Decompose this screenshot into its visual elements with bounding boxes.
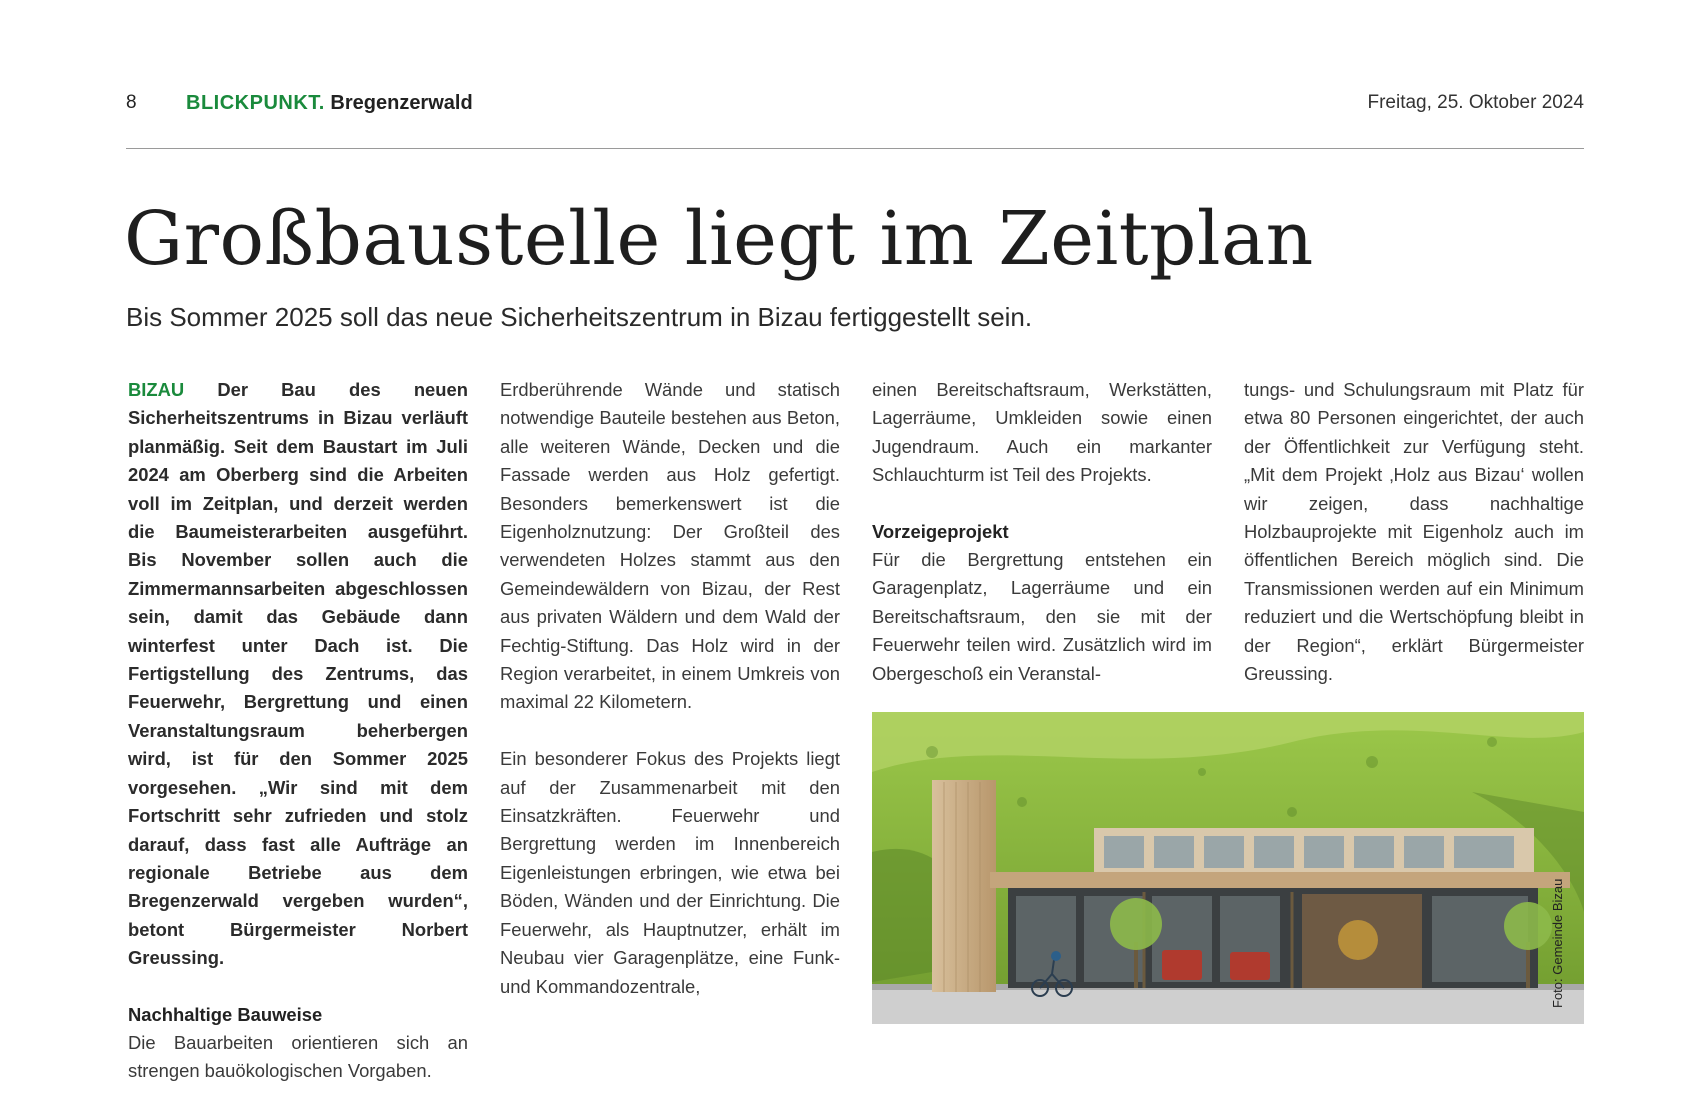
article-column-1 xyxy=(128,376,468,1086)
body-paragraph: Die Bauarbeiten orientieren sich an strengen bauökologischen Vorgaben. xyxy=(128,1031,468,1082)
subhead-showcase: Vorzeigeprojekt xyxy=(872,520,1009,542)
article-column-2 xyxy=(500,376,840,1001)
body-paragraph: Für die Bergrettung entstehen ein Garagenplatz, Lagerräume und ein Bereitschaftsraum, den sie mit der Feuerwehr teilen wird. Zusätzlich wird im Obergeschoß ein Veranstal- xyxy=(872,549,1212,684)
page-header xyxy=(126,92,1584,118)
roof-edge xyxy=(990,872,1570,888)
brand-name: BLICKPUNKT. xyxy=(186,92,325,114)
subhead-sustainable: Nachhaltige Bauweise xyxy=(128,1003,323,1025)
body-paragraph: einen Bereitschaftsraum, Werkstätten, Lagerräume, Umkleiden sowie einen Jugendraum. Auch ein markanter Schlauchturm ist Teil des Projekts. xyxy=(872,379,1212,486)
article-headline: Großbaustelle liegt im Zeitplan xyxy=(124,196,1314,282)
body-paragraph: Erdberührende Wände und statisch notwendige Bauteile bestehen aus Beton, alle weiteren Wände, Decken und die Fassade werden aus Holz gefertigt. Besonders bemerkenswert ist die Eigenholznutzung: Der Großteil des verwendeten Holzes stammt aus den Gemeindewäldern von Bizau, der Rest aus privaten Wäldern und dem Wald der Fechtig-Stiftung. Das Holz wird in der Region verarbeitet, in einem Umkreis von maximal 22 Kilometern. xyxy=(500,379,840,713)
body-paragraph: Ein besonderer Fokus des Projekts liegt auf der Zusammenarbeit mit den Einsatzkräften. Feuerwehr und Bergrettung werden im Innenbereich Eigenleistungen erbringen, wie etwa bei Böden, Wänden und der Einrichtung. Die Feuerwehr, als Hauptnutzer, erhält im Neubau vier Garagenplätze, eine Funk- und Kommandozentrale, xyxy=(500,748,840,997)
body-paragraph: tungs- und Schulungsraum mit Platz für etwa 80 Personen eingerichtet, der auch der Öffentlichkeit zur Verfügung steht. „Mit dem Projekt ‚Holz aus Bizau‘ wollen wir zeigen, dass nachhaltige Holzbauprojekte mit Eigenholz auch im öffentlichen Bereich möglich sind. Die Transmissionen werden auf ein Minimum reduziert und die Wertschöpfung bleibt in der Region“, erklärt Bürgermeister Greussing. xyxy=(1244,379,1584,685)
article-column-4 xyxy=(1244,376,1584,688)
lead-paragraph xyxy=(128,376,468,973)
masthead xyxy=(186,92,473,115)
page-number: 8 xyxy=(126,92,137,113)
building-rendering-photo xyxy=(872,712,1584,1024)
photo-credit: Foto: Gemeinde Bizau xyxy=(1550,878,1565,1008)
article-column-3 xyxy=(872,376,1212,688)
issue-date: Freitag, 25. Oktober 2024 xyxy=(1367,92,1584,113)
building-rendering-illustration xyxy=(872,712,1584,1024)
lead-text: Der Bau des neuen Sicherheitszentrums in Bizau verläuft planmäßig. Seit dem Baustart im Juli 2024 am Oberberg sind die Arbeiten voll im Zeitplan, und derzeit werden die Baumeisterarbeiten ausgeführt. Bis November sollen auch die Zimmermannsarbeiten abgeschlossen sein, damit das Gebäude dann winterfest unter Dach ist. Die Fertigstellung des Zentrums, das Feuerwehr, Bergrettung und einen Veranstaltungsraum beherbergen wird, ist für den Sommer 2025 vorgesehen. „Wir sind mit dem Fortschritt sehr zufrieden und stolz darauf, dass fast alle Aufträge an regionale Betriebe aus dem Bregenzerwald vergeben wurden“, betont Bürgermeister Norbert Greussing. xyxy=(128,379,468,969)
road xyxy=(872,988,1584,1024)
region-name: Bregenzerwald xyxy=(330,92,473,114)
article-subheadline: Bis Sommer 2025 soll das neue Sicherheitszentrum in Bizau fertiggestellt sein. xyxy=(126,302,1033,332)
header-divider xyxy=(126,148,1584,149)
dateline: BIZAU xyxy=(128,379,185,400)
hose-tower xyxy=(932,780,996,992)
